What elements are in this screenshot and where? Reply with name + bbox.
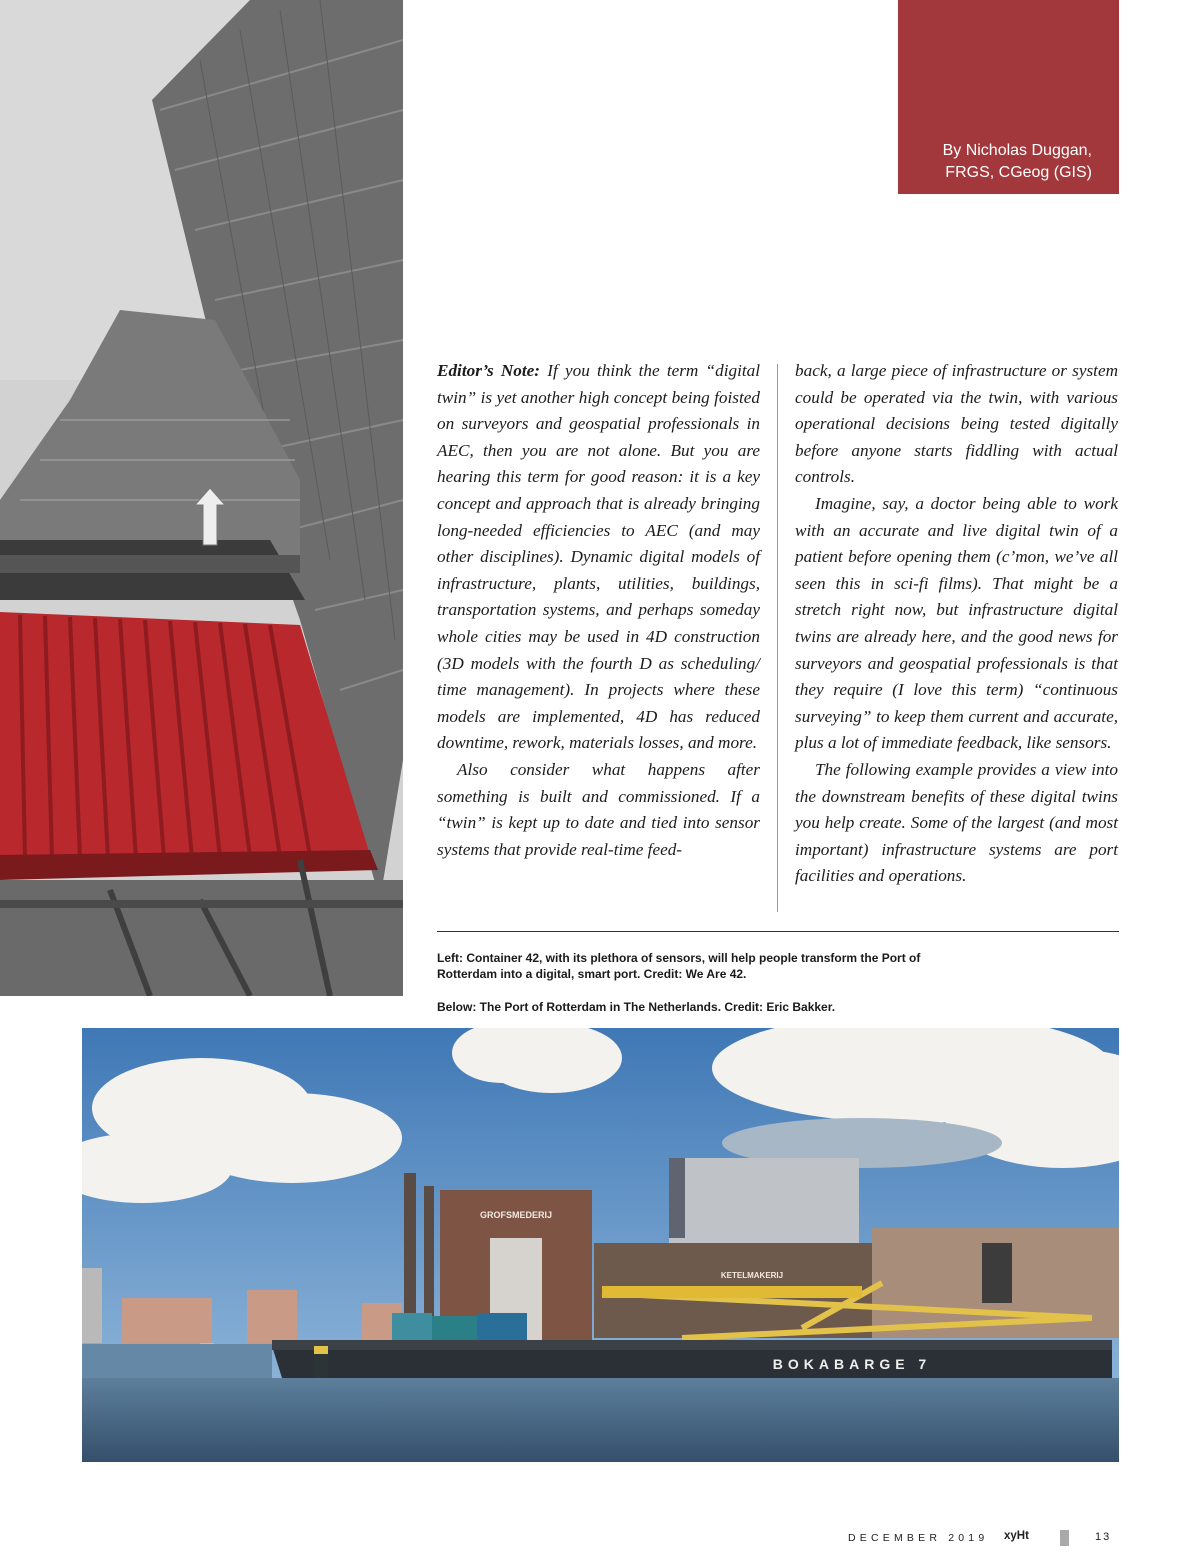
sign-grofsmederij: GROFSMEDERIJ xyxy=(479,1210,553,1220)
footer-date: DECEMBER 2019 xyxy=(848,1532,989,1544)
article-paragraph: back, a large piece of infrastructure or system could be operated via the twin, with various operational decisions being tested digitally before anyone starts fiddling with actual controls. xyxy=(795,361,1118,487)
caption-below-photo: Below: The Port of Rotterdam in The Netherlands. Credit: Eric Bakker. xyxy=(437,1000,836,1014)
byline-box xyxy=(898,0,1119,194)
hero-photo-containers xyxy=(0,0,403,996)
editors-note-lead: Editor’s Note: xyxy=(437,361,541,380)
port-of-rotterdam-photo xyxy=(82,1028,1119,1462)
article-paragraph: The following example provides a view into the downstream benefits of these digital twins you help create. Some of the largest (and most important) infrastructure systems are port facilities and operations. xyxy=(795,759,1118,886)
article-column-right xyxy=(795,358,1118,890)
editors-note-text: If you think the term “digital twin” is yet another high concept being foisted on surveyors and geospatial professionals in AEC, then you are not alone. But you are hearing this term for good reason: it is a key concept and approach that is already bringing long-needed efficiencies to AEC (and may other disciplines). Dynamic digital models of infrastructure, plants, utilities, buildings, transportation systems, and perhaps someday whole cities may be used in 4D construction (3D models with the fourth D as scheduling/ time management). In projects where these models are implemented, 4D has reduced downtime, rework, materials losses, and more. xyxy=(437,361,760,753)
byline-credentials: FRGS, CGeog (GIS) xyxy=(945,164,1092,181)
container-stack-illustration xyxy=(0,0,403,996)
page-footer xyxy=(848,1530,1120,1548)
caption-left-photo: Left: Container 42, with its plethora of sensors, will help people transform the Port of Rotterdam into a digital, smart port. Credit: We Are 42. xyxy=(437,951,921,981)
footer-page-number: 13 xyxy=(1095,1531,1112,1543)
port-illustration xyxy=(82,1028,1119,1462)
article-column-left xyxy=(437,358,760,863)
caption-rule xyxy=(437,931,1119,932)
article-paragraph: Imagine, say, a doctor being able to work with an accurate and live digital twin of a patient before opening them (c’mon, we’ve all seen this in sci-fi films). That might be a stretch right now, but infrastructure digital twins are already here, and the good news for surveyors and geospatial professionals is that they require (I love this term) “continuous surveying” to keep them current and accurate, plus a lot of immediate feedback, like sensors. xyxy=(795,493,1118,753)
footer-bar xyxy=(1060,1530,1069,1546)
column-divider xyxy=(777,364,778,912)
sign-barge: BOKABARGE 7 xyxy=(772,1356,932,1372)
editors-note-paragraph xyxy=(437,358,760,757)
footer-magazine-name: xyHt xyxy=(1004,1530,1029,1542)
sign-ketelmakerij: KETELMAKERIJ xyxy=(720,1271,784,1280)
byline-author: By Nicholas Duggan, xyxy=(942,142,1092,159)
article-paragraph: Also consider what happens after something is built and commissioned. If a “twin” is kept up to date and tied into sensor systems that provide real-time feed- xyxy=(437,759,760,859)
